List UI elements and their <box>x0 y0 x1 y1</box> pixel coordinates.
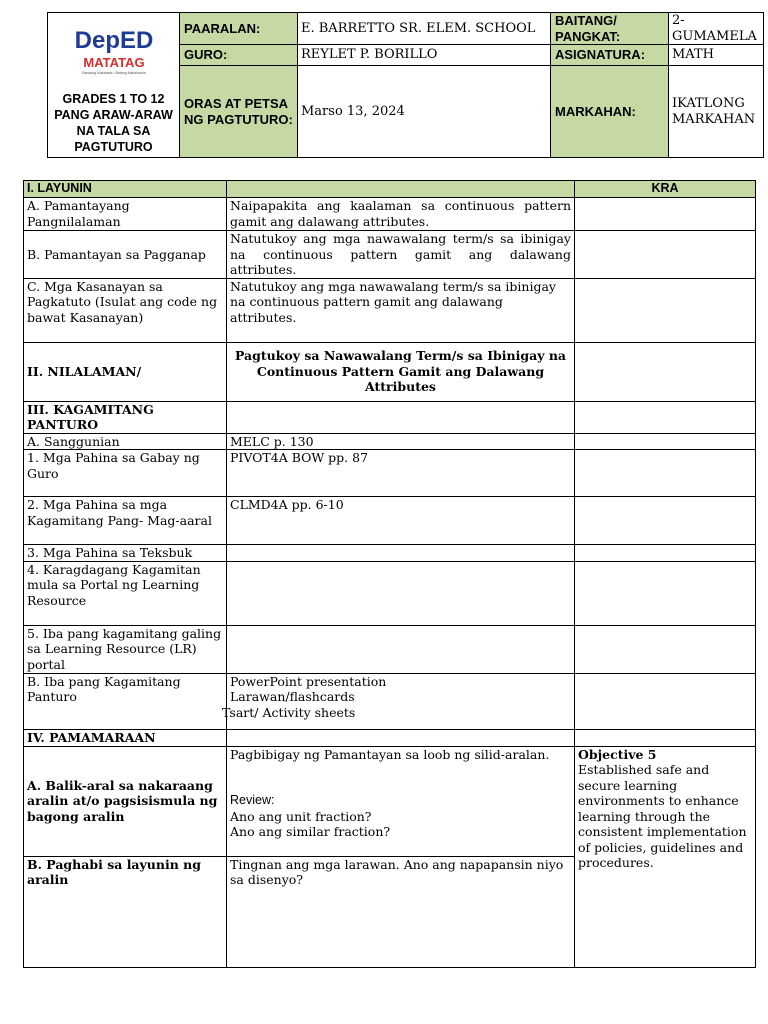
baitang-label: BAITANG/ PANGKAT: <box>551 13 669 45</box>
iba-kagamitan-item: PowerPoint presentation <box>230 673 387 689</box>
lr-portal-label: 5. Iba pang kagamitang galing sa Learning Resource (LR) portal <box>24 625 227 673</box>
markahan-value: IKATLONG MARKAHAN <box>669 66 764 158</box>
pamamaraan-heading: IV. PAMAMARAAN <box>24 729 227 746</box>
kra-cell-teksbuk <box>575 545 756 562</box>
kagamitan-blank <box>227 401 575 433</box>
kra-cell-iba <box>575 673 756 729</box>
kra-cell-kagamitan <box>575 401 756 433</box>
review-label: Review: <box>230 793 275 807</box>
asignatura-label: ASIGNATURA: <box>551 45 669 66</box>
lr-portal-value <box>227 625 575 673</box>
teksbuk-label: 3. Mga Pahina sa Teksbuk <box>24 545 227 562</box>
kra-cell-gabay <box>575 450 756 497</box>
pamantayang-pangnilalaman-label: A. Pamantayang Pangnilalaman <box>24 198 227 231</box>
kra-cell-b <box>575 231 756 279</box>
balik-aral-pamantayan: Pagbibigay ng Pamantayan sa loob ng silid-aralan. <box>230 746 550 762</box>
iba-kagamitan-label: B. Iba pang Kagamitang Panturo <box>24 673 227 729</box>
kagamitang-mag-aaral-value: CLMD4A pp. 6-10 <box>227 497 575 545</box>
sanggunian-label: A. Sanggunian <box>24 433 227 450</box>
gabay-guro-value: PIVOT4A BOW pp. 87 <box>227 450 575 497</box>
iba-kagamitan-values <box>222 673 575 729</box>
kra-cell-sanggunian <box>575 433 756 450</box>
matatag-subtext: Bansang Makabata • Batang Makabansa <box>81 71 146 75</box>
paghabi-label: B. Paghabi sa layunin ng aralin <box>24 856 227 967</box>
deped-logo <box>65 25 163 77</box>
kasanayan-label: C. Mga Kasanayan sa Pagkatuto (Isulat ang code ng bawat Kasanayan) <box>24 278 227 342</box>
sanggunian-value: MELC p. 130 <box>227 433 575 450</box>
paaralan-value: E. BARRETTO SR. ELEM. SCHOOL <box>298 13 551 45</box>
kra-cell-a <box>575 198 756 231</box>
kasanayan-text: Natutukoy ang mga nawawalang term/s sa ibinigay na continuous pattern gamit ang dalawang attributes. <box>227 278 575 342</box>
header-table <box>47 12 764 158</box>
layunin-heading: I. LAYUNIN <box>24 181 227 198</box>
paghabi-text: Tingnan ang mga larawan. Ano ang napapansin niyo sa disenyo? <box>227 856 575 967</box>
portal-resource-label: 4. Karagdagang Kagamitan mula sa Portal ng Learning Resource <box>24 561 227 625</box>
pamamaraan-blank <box>227 729 575 746</box>
kra-cell-nilalaman <box>575 342 756 401</box>
kra-cell-c <box>575 278 756 342</box>
guro-value: REYLET P. BORILLO <box>298 45 551 66</box>
review-question-2: Ano ang similar fraction? <box>230 824 391 839</box>
oras-value: Marso 13, 2024 <box>298 66 551 158</box>
nilalaman-heading: II. NILALAMAN/ <box>24 342 227 401</box>
balik-aral-text <box>227 746 575 856</box>
logo-cell <box>48 13 180 158</box>
baitang-value: 2-GUMAMELA <box>669 13 764 45</box>
review-question-1: Ano ang unit fraction? <box>230 808 372 824</box>
portal-resource-value <box>227 561 575 625</box>
layunin-blank <box>227 181 575 198</box>
oras-label: ORAS AT PETSA NG PAGTUTURO: <box>180 66 298 158</box>
grades-subtitle: PANG ARAW-ARAW NA TALA SA PAGTUTURO <box>54 108 173 154</box>
balik-aral-label: A. Balik-aral sa nakaraang aralin at/o pagsisismula ng bagong aralin <box>24 746 227 856</box>
nilalaman-text: Pagtukoy sa Nawawalang Term/s sa Ibinigay na Continuous Pattern Gamit ang Dalawang Attributes <box>227 342 575 401</box>
pamantayan-pagganap-text: Natutukoy ang mga nawawalang term/s sa ibinigay na continuous pattern gamit ang dalawang attributes. <box>227 231 575 279</box>
grades-title-block <box>48 91 179 155</box>
kra-objective-title: Objective 5 <box>578 746 657 762</box>
asignatura-value: MATH <box>669 45 764 66</box>
deped-logo-text: DepED <box>74 27 153 54</box>
teksbuk-value <box>227 545 575 562</box>
pamantayan-pagganap-label: B. Pamantayan sa Pagganap <box>24 231 227 279</box>
grades-title: GRADES 1 TO 12 <box>62 92 165 106</box>
iba-kagamitan-item: Larawan/flashcards <box>230 689 355 704</box>
gabay-guro-label: 1. Mga Pahina sa Gabay ng Guro <box>24 450 227 497</box>
paaralan-label: PAARALAN: <box>180 13 298 45</box>
kra-objective-text: Established safe and secure learning environments to enhance learning through the consistent implementation of policies, guidelines and procedures. <box>578 762 747 870</box>
kra-heading: KRA <box>575 181 756 198</box>
kra-cell-portal <box>575 561 756 625</box>
pamantayang-pangnilalaman-text: Naipapakita ang kaalaman sa continuous pattern gamit ang dalawang attributes. <box>227 198 575 231</box>
lesson-plan-table <box>23 180 756 968</box>
matatag-text: MATATAG <box>82 55 145 70</box>
kra-cell-lr <box>575 625 756 673</box>
kagamitan-heading: III. KAGAMITANG PANTURO <box>24 401 227 433</box>
iba-kagamitan-item: Tsart/ Activity sheets <box>222 704 356 720</box>
markahan-label: MARKAHAN: <box>551 66 669 158</box>
kra-cell-pamamaraan <box>575 729 756 746</box>
guro-label: GURO: <box>180 45 298 66</box>
kagamitang-mag-aaral-label: 2. Mga Pahina sa mga Kagamitang Pang- Mag-aaral <box>24 497 227 545</box>
kra-cell-mag-aaral <box>575 497 756 545</box>
kra-objective-cell <box>575 746 756 967</box>
